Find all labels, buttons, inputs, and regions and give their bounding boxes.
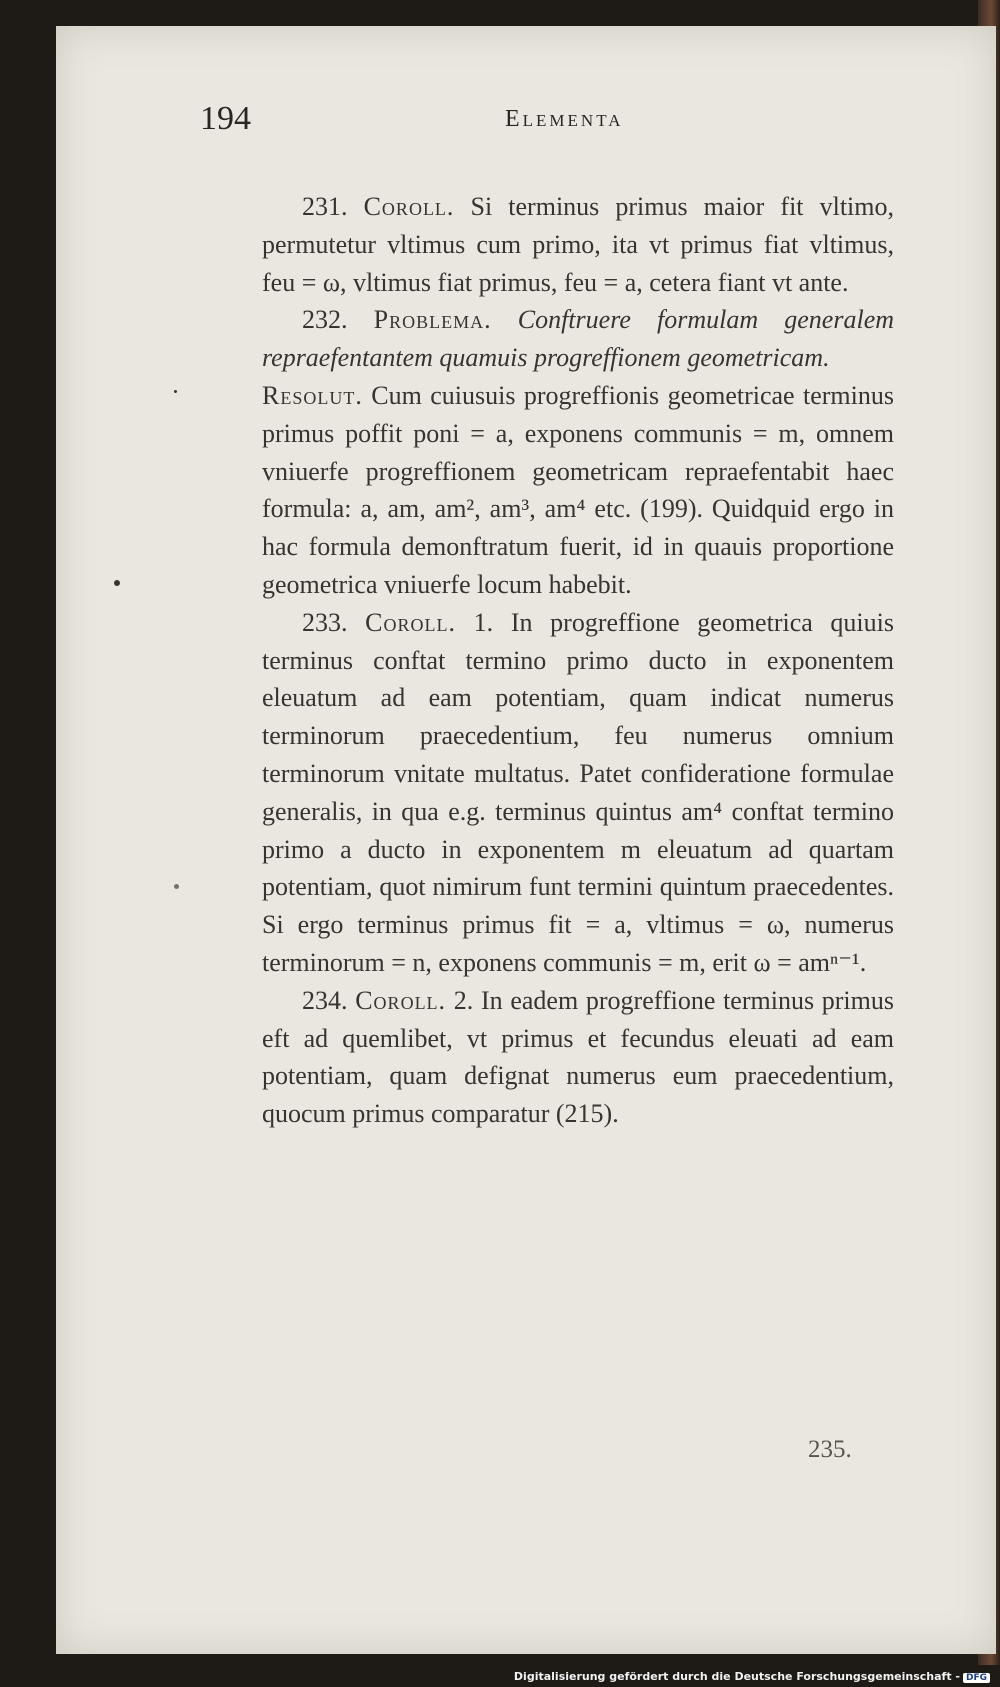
ink-speck bbox=[174, 884, 179, 889]
catchword: 235. bbox=[808, 1436, 852, 1463]
paragraph-231 bbox=[262, 188, 894, 301]
ink-speck bbox=[174, 390, 177, 393]
section-heading: Resolut. bbox=[262, 380, 363, 410]
body-text bbox=[262, 188, 894, 1133]
digitization-footer bbox=[514, 1670, 990, 1683]
paragraph-234 bbox=[262, 982, 894, 1133]
ink-speck bbox=[114, 580, 120, 586]
section-heading: Coroll. bbox=[365, 607, 457, 637]
section-number: 234. bbox=[302, 985, 356, 1015]
paragraph-232 bbox=[262, 301, 894, 377]
paragraph-text: Conftruere formulam generalem repraefentantem quamuis progreffionem geometricam. bbox=[262, 305, 895, 373]
paragraph-text: Cum cuiusuis progreffionis geometricae terminus primus poffit poni = a, exponens communis = m, omnem vniuerfe progreffionem geometricam repraefentabit haec formula: a, am, am², am³, am⁴ etc. (199). Quidquid ergo in hac formula demonftratum fuerit, id in quauis proportione geometrica vniuerfe locum habebit. bbox=[262, 380, 894, 599]
section-heading: Coroll. bbox=[355, 985, 447, 1015]
section-number: 233. bbox=[302, 607, 366, 637]
paragraph-text: Si terminus primus maior fit vltimo, permutetur vltimus cum primo, ita vt primus fiat vltimus, feu = ω, vltimus fiat primus, feu = a, cetera fiant vt ante. bbox=[262, 192, 894, 297]
paragraph-text: 2. In eadem progreffione terminus primus eft ad quemlibet, vt primus et fecundus eleuati ad eam potentiam, quam defignat numerus eum praecedentium, quocum primus comparatur (215). bbox=[262, 985, 895, 1129]
footer-text: Digitalisierung gefördert durch die Deutsche Forschungsgemeinschaft - bbox=[513, 1670, 960, 1683]
section-heading: Coroll. bbox=[363, 192, 455, 221]
paragraph-resolut bbox=[262, 377, 894, 604]
paragraph-233 bbox=[262, 604, 894, 982]
section-number: 231. bbox=[302, 192, 364, 221]
page-number: 194 bbox=[200, 100, 251, 137]
dfg-logo: DFG bbox=[963, 1673, 990, 1683]
section-heading: Problema. bbox=[373, 305, 492, 335]
page-header bbox=[200, 100, 960, 150]
running-title: Elementa bbox=[505, 106, 624, 132]
paragraph-text: 1. In progreffione geometrica quiuis terminus conftat termino primo ducto in exponentem eleuatum ad eam potentiam, quam indicat numerus terminorum praecedentium, feu numerus omnium terminorum vnitate multatus. Patet confideratione formulae generalis, in qua e.g. terminus quintus am⁴ conftat termino primo a ducto in exponentem m eleuatum ad quartam potentiam, quot nimirum funt termini quintum praecedentes. Si ergo terminus primus fit = a, vltimus = ω, numerus terminorum = n, exponens communis = m, erit ω = amⁿ⁻¹. bbox=[262, 607, 895, 977]
section-number: 232. bbox=[302, 305, 374, 335]
